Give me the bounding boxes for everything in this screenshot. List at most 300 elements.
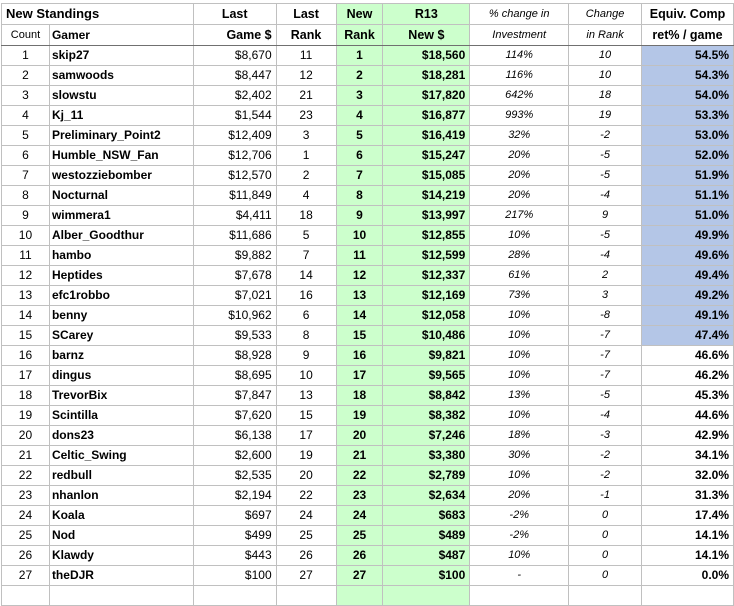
rank-change-cell[interactable]: -7: [569, 346, 642, 366]
count-cell[interactable]: 7: [2, 166, 50, 186]
rank-change-cell[interactable]: -2: [569, 446, 642, 466]
header-row-2: [2, 25, 734, 46]
count-cell[interactable]: 25: [2, 526, 50, 546]
new-value-cell[interactable]: $3,380: [383, 446, 470, 466]
count-cell[interactable]: 21: [2, 446, 50, 466]
equiv-cell[interactable]: 54.3%: [641, 66, 733, 86]
equiv-cell[interactable]: 32.0%: [641, 466, 733, 486]
new-rank-cell[interactable]: 4: [336, 106, 383, 126]
last-rank-cell[interactable]: 21: [276, 86, 336, 106]
rank-change-cell[interactable]: -1: [569, 486, 642, 506]
last-game-cell[interactable]: $10,962: [193, 306, 276, 326]
pct-change-cell[interactable]: 116%: [470, 66, 569, 86]
new-value-cell[interactable]: $18,281: [383, 66, 470, 86]
count-cell[interactable]: 17: [2, 366, 50, 386]
col-last-rank-header-1[interactable]: Last: [276, 4, 336, 25]
count-cell[interactable]: 4: [2, 106, 50, 126]
table-row: [2, 246, 734, 266]
gamer-cell[interactable]: Klawdy: [49, 546, 193, 566]
last-game-cell[interactable]: $9,533: [193, 326, 276, 346]
pct-change-cell[interactable]: 217%: [470, 206, 569, 226]
pct-change-cell[interactable]: 20%: [470, 146, 569, 166]
pct-change-cell[interactable]: 28%: [470, 246, 569, 266]
new-value-cell[interactable]: $10,486: [383, 326, 470, 346]
new-rank-cell[interactable]: 18: [336, 386, 383, 406]
new-value-cell[interactable]: $15,085: [383, 166, 470, 186]
gamer-cell[interactable]: Alber_Goodthur: [49, 226, 193, 246]
new-value-cell[interactable]: $2,634: [383, 486, 470, 506]
pct-change-cell[interactable]: 993%: [470, 106, 569, 126]
equiv-cell[interactable]: 31.3%: [641, 486, 733, 506]
empty-cell[interactable]: [336, 586, 383, 606]
rank-change-cell[interactable]: -5: [569, 386, 642, 406]
gamer-cell[interactable]: dingus: [49, 366, 193, 386]
last-rank-cell[interactable]: 18: [276, 206, 336, 226]
last-rank-cell[interactable]: 11: [276, 46, 336, 66]
equiv-cell[interactable]: 51.1%: [641, 186, 733, 206]
gamer-cell[interactable]: benny: [49, 306, 193, 326]
new-rank-cell[interactable]: 1: [336, 46, 383, 66]
equiv-cell[interactable]: 17.4%: [641, 506, 733, 526]
equiv-cell[interactable]: 46.6%: [641, 346, 733, 366]
gamer-cell[interactable]: Koala: [49, 506, 193, 526]
new-rank-cell[interactable]: 5: [336, 126, 383, 146]
last-rank-cell[interactable]: 22: [276, 486, 336, 506]
table-row: [2, 106, 734, 126]
new-value-cell[interactable]: $14,219: [383, 186, 470, 206]
table-row: [2, 166, 734, 186]
last-game-cell[interactable]: $8,670: [193, 46, 276, 66]
last-game-cell[interactable]: $4,411: [193, 206, 276, 226]
new-value-cell[interactable]: $9,565: [383, 366, 470, 386]
new-value-cell[interactable]: $683: [383, 506, 470, 526]
equiv-cell[interactable]: 45.3%: [641, 386, 733, 406]
last-rank-cell[interactable]: 20: [276, 466, 336, 486]
pct-change-cell[interactable]: 20%: [470, 166, 569, 186]
new-value-cell[interactable]: $12,337: [383, 266, 470, 286]
rank-change-cell[interactable]: 19: [569, 106, 642, 126]
pct-change-cell[interactable]: 10%: [470, 546, 569, 566]
empty-cell[interactable]: [569, 586, 642, 606]
last-rank-cell[interactable]: 15: [276, 406, 336, 426]
last-game-cell[interactable]: $2,535: [193, 466, 276, 486]
table-row: [2, 486, 734, 506]
last-game-cell[interactable]: $8,928: [193, 346, 276, 366]
gamer-cell[interactable]: wimmera1: [49, 206, 193, 226]
new-rank-cell[interactable]: 20: [336, 426, 383, 446]
table-row: [2, 326, 734, 346]
last-game-cell[interactable]: $697: [193, 506, 276, 526]
new-rank-cell[interactable]: 22: [336, 466, 383, 486]
gamer-cell[interactable]: SCarey: [49, 326, 193, 346]
equiv-cell[interactable]: 49.6%: [641, 246, 733, 266]
empty-cell[interactable]: [641, 586, 733, 606]
equiv-cell[interactable]: 44.6%: [641, 406, 733, 426]
table-row: [2, 346, 734, 366]
new-rank-cell[interactable]: 16: [336, 346, 383, 366]
new-rank-cell[interactable]: 17: [336, 366, 383, 386]
new-value-cell[interactable]: $8,382: [383, 406, 470, 426]
new-rank-cell[interactable]: 14: [336, 306, 383, 326]
new-value-cell[interactable]: $16,877: [383, 106, 470, 126]
equiv-cell[interactable]: 46.2%: [641, 366, 733, 386]
col-gamer-header[interactable]: Gamer: [49, 25, 193, 46]
equiv-cell[interactable]: 14.1%: [641, 546, 733, 566]
table-row: [2, 126, 734, 146]
last-rank-cell[interactable]: 24: [276, 506, 336, 526]
last-rank-cell[interactable]: 23: [276, 106, 336, 126]
table-row: [2, 466, 734, 486]
equiv-cell[interactable]: 47.4%: [641, 326, 733, 346]
last-rank-cell[interactable]: 26: [276, 546, 336, 566]
gamer-cell[interactable]: dons23: [49, 426, 193, 446]
pct-change-cell[interactable]: 10%: [470, 306, 569, 326]
gamer-cell[interactable]: Nocturnal: [49, 186, 193, 206]
new-value-cell[interactable]: $13,997: [383, 206, 470, 226]
empty-cell[interactable]: [276, 586, 336, 606]
pct-change-cell[interactable]: 13%: [470, 386, 569, 406]
gamer-cell[interactable]: Humble_NSW_Fan: [49, 146, 193, 166]
table-row: [2, 446, 734, 466]
gamer-cell[interactable]: slowstu: [49, 86, 193, 106]
last-rank-cell[interactable]: 17: [276, 426, 336, 446]
gamer-cell[interactable]: skip27: [49, 46, 193, 66]
empty-cell[interactable]: [470, 586, 569, 606]
new-rank-cell[interactable]: 7: [336, 166, 383, 186]
pct-change-cell[interactable]: 10%: [470, 346, 569, 366]
new-value-cell[interactable]: $12,169: [383, 286, 470, 306]
pct-change-cell[interactable]: 61%: [470, 266, 569, 286]
last-game-cell[interactable]: $8,695: [193, 366, 276, 386]
empty-cell[interactable]: [2, 586, 50, 606]
col-equiv-header-1[interactable]: Equiv. Comp: [641, 4, 733, 25]
last-game-cell[interactable]: $7,847: [193, 386, 276, 406]
table-row: [2, 306, 734, 326]
new-value-cell[interactable]: $18,560: [383, 46, 470, 66]
pct-change-cell[interactable]: 18%: [470, 426, 569, 446]
gamer-cell[interactable]: Kj_11: [49, 106, 193, 126]
last-game-cell[interactable]: $499: [193, 526, 276, 546]
table-row: [2, 546, 734, 566]
new-rank-cell[interactable]: 19: [336, 406, 383, 426]
last-rank-cell[interactable]: 1: [276, 146, 336, 166]
new-rank-cell[interactable]: 24: [336, 506, 383, 526]
table-title[interactable]: New Standings: [2, 4, 194, 25]
count-cell[interactable]: 5: [2, 126, 50, 146]
col-pct-header-1[interactable]: % change in: [470, 4, 569, 25]
new-rank-cell[interactable]: 3: [336, 86, 383, 106]
gamer-cell[interactable]: Nod: [49, 526, 193, 546]
pct-change-cell[interactable]: -: [470, 566, 569, 586]
table-row: [2, 426, 734, 446]
count-cell[interactable]: 8: [2, 186, 50, 206]
rank-change-cell[interactable]: -5: [569, 226, 642, 246]
rank-change-cell[interactable]: -5: [569, 146, 642, 166]
col-equiv-header-2[interactable]: ret% / game: [641, 25, 733, 46]
new-rank-cell[interactable]: 11: [336, 246, 383, 266]
new-value-cell[interactable]: $489: [383, 526, 470, 546]
table-row: [2, 206, 734, 226]
count-cell[interactable]: 12: [2, 266, 50, 286]
last-rank-cell[interactable]: 9: [276, 346, 336, 366]
new-value-cell[interactable]: $7,246: [383, 426, 470, 446]
last-game-cell[interactable]: $2,194: [193, 486, 276, 506]
col-r13-header[interactable]: R13: [383, 4, 470, 25]
equiv-cell[interactable]: 49.9%: [641, 226, 733, 246]
new-value-cell[interactable]: $9,821: [383, 346, 470, 366]
count-cell[interactable]: 10: [2, 226, 50, 246]
last-rank-cell[interactable]: 4: [276, 186, 336, 206]
new-value-cell[interactable]: $12,058: [383, 306, 470, 326]
pct-change-cell[interactable]: 73%: [470, 286, 569, 306]
new-rank-cell[interactable]: 25: [336, 526, 383, 546]
equiv-cell[interactable]: 14.1%: [641, 526, 733, 546]
col-count-header[interactable]: Count: [2, 25, 50, 46]
equiv-cell[interactable]: 54.0%: [641, 86, 733, 106]
last-game-cell[interactable]: $8,447: [193, 66, 276, 86]
new-rank-cell[interactable]: 13: [336, 286, 383, 306]
last-game-cell[interactable]: $2,600: [193, 446, 276, 466]
rank-change-cell[interactable]: -2: [569, 126, 642, 146]
new-rank-cell[interactable]: 9: [336, 206, 383, 226]
rank-change-cell[interactable]: -4: [569, 246, 642, 266]
table-row: [2, 266, 734, 286]
count-cell[interactable]: 11: [2, 246, 50, 266]
rank-change-cell[interactable]: -4: [569, 186, 642, 206]
gamer-cell[interactable]: nhanlon: [49, 486, 193, 506]
equiv-cell[interactable]: 49.2%: [641, 286, 733, 306]
rank-change-cell[interactable]: -7: [569, 366, 642, 386]
rank-change-cell[interactable]: -4: [569, 406, 642, 426]
gamer-cell[interactable]: TrevorBix: [49, 386, 193, 406]
equiv-cell[interactable]: 52.0%: [641, 146, 733, 166]
table-row: [2, 186, 734, 206]
new-rank-cell[interactable]: 15: [336, 326, 383, 346]
last-rank-cell[interactable]: 12: [276, 66, 336, 86]
new-value-cell[interactable]: $12,599: [383, 246, 470, 266]
pct-change-cell[interactable]: 10%: [470, 226, 569, 246]
pct-change-cell[interactable]: 10%: [470, 466, 569, 486]
col-new-value-header[interactable]: New $: [383, 25, 470, 46]
table-row: [2, 226, 734, 246]
count-cell[interactable]: 15: [2, 326, 50, 346]
equiv-cell[interactable]: 51.9%: [641, 166, 733, 186]
table-row: [2, 366, 734, 386]
count-cell[interactable]: 23: [2, 486, 50, 506]
last-rank-cell[interactable]: 25: [276, 526, 336, 546]
last-rank-cell[interactable]: 5: [276, 226, 336, 246]
last-rank-cell[interactable]: 2: [276, 166, 336, 186]
table-row: [2, 66, 734, 86]
table-row: [2, 566, 734, 586]
empty-row: [2, 586, 734, 606]
new-rank-cell[interactable]: 26: [336, 546, 383, 566]
count-cell[interactable]: 24: [2, 506, 50, 526]
rank-change-cell[interactable]: -5: [569, 166, 642, 186]
header-row-1: [2, 4, 734, 25]
last-game-cell[interactable]: $12,409: [193, 126, 276, 146]
last-game-cell[interactable]: $7,678: [193, 266, 276, 286]
gamer-cell[interactable]: barnz: [49, 346, 193, 366]
count-cell[interactable]: 9: [2, 206, 50, 226]
gamer-cell[interactable]: Celtic_Swing: [49, 446, 193, 466]
last-rank-cell[interactable]: 14: [276, 266, 336, 286]
last-game-cell[interactable]: $11,849: [193, 186, 276, 206]
equiv-cell[interactable]: 49.4%: [641, 266, 733, 286]
pct-change-cell[interactable]: 30%: [470, 446, 569, 466]
gamer-cell[interactable]: Heptides: [49, 266, 193, 286]
new-value-cell[interactable]: $100: [383, 566, 470, 586]
new-rank-cell[interactable]: 27: [336, 566, 383, 586]
last-rank-cell[interactable]: 10: [276, 366, 336, 386]
new-value-cell[interactable]: $8,842: [383, 386, 470, 406]
empty-cell[interactable]: [193, 586, 276, 606]
pct-change-cell[interactable]: 642%: [470, 86, 569, 106]
count-cell[interactable]: 19: [2, 406, 50, 426]
equiv-cell[interactable]: 49.1%: [641, 306, 733, 326]
gamer-cell[interactable]: westozziebomber: [49, 166, 193, 186]
gamer-cell[interactable]: Preliminary_Point2: [49, 126, 193, 146]
equiv-cell[interactable]: 42.9%: [641, 426, 733, 446]
col-new-rank-header-1[interactable]: New: [336, 4, 383, 25]
count-cell[interactable]: 13: [2, 286, 50, 306]
pct-change-cell[interactable]: -2%: [470, 506, 569, 526]
new-rank-cell[interactable]: 6: [336, 146, 383, 166]
new-value-cell[interactable]: $487: [383, 546, 470, 566]
col-pct-header-2[interactable]: Investment: [470, 25, 569, 46]
count-cell[interactable]: 20: [2, 426, 50, 446]
last-game-cell[interactable]: $7,620: [193, 406, 276, 426]
equiv-cell[interactable]: 34.1%: [641, 446, 733, 466]
last-game-cell[interactable]: $100: [193, 566, 276, 586]
last-game-cell[interactable]: $12,570: [193, 166, 276, 186]
count-cell[interactable]: 1: [2, 46, 50, 66]
pct-change-cell[interactable]: 20%: [470, 186, 569, 206]
count-cell[interactable]: 18: [2, 386, 50, 406]
new-value-cell[interactable]: $2,789: [383, 466, 470, 486]
count-cell[interactable]: 14: [2, 306, 50, 326]
pct-change-cell[interactable]: 114%: [470, 46, 569, 66]
new-rank-cell[interactable]: 21: [336, 446, 383, 466]
rank-change-cell[interactable]: -8: [569, 306, 642, 326]
new-value-cell[interactable]: $12,855: [383, 226, 470, 246]
pct-change-cell[interactable]: 32%: [470, 126, 569, 146]
table-row: [2, 406, 734, 426]
last-rank-cell[interactable]: 27: [276, 566, 336, 586]
empty-cell[interactable]: [383, 586, 470, 606]
new-value-cell[interactable]: $17,820: [383, 86, 470, 106]
count-cell[interactable]: 22: [2, 466, 50, 486]
rank-change-cell[interactable]: 18: [569, 86, 642, 106]
col-chg-header-1[interactable]: Change: [569, 4, 642, 25]
table-row: [2, 506, 734, 526]
rank-change-cell[interactable]: 10: [569, 66, 642, 86]
empty-cell[interactable]: [49, 586, 193, 606]
count-cell[interactable]: 2: [2, 66, 50, 86]
last-game-cell[interactable]: $1,544: [193, 106, 276, 126]
rank-change-cell[interactable]: -3: [569, 426, 642, 446]
new-rank-cell[interactable]: 10: [336, 226, 383, 246]
rank-change-cell[interactable]: 0: [569, 506, 642, 526]
pct-change-cell[interactable]: 10%: [470, 406, 569, 426]
count-cell[interactable]: 27: [2, 566, 50, 586]
pct-change-cell[interactable]: -2%: [470, 526, 569, 546]
table-row: [2, 146, 734, 166]
last-rank-cell[interactable]: 8: [276, 326, 336, 346]
new-value-cell[interactable]: $15,247: [383, 146, 470, 166]
gamer-cell[interactable]: efc1robbo: [49, 286, 193, 306]
pct-change-cell[interactable]: 10%: [470, 366, 569, 386]
count-cell[interactable]: 6: [2, 146, 50, 166]
col-last-game-header-2[interactable]: Game $: [193, 25, 276, 46]
equiv-cell[interactable]: 53.3%: [641, 106, 733, 126]
last-game-cell[interactable]: $7,021: [193, 286, 276, 306]
new-rank-cell[interactable]: 12: [336, 266, 383, 286]
gamer-cell[interactable]: theDJR: [49, 566, 193, 586]
count-cell[interactable]: 3: [2, 86, 50, 106]
rank-change-cell[interactable]: 3: [569, 286, 642, 306]
last-game-cell[interactable]: $443: [193, 546, 276, 566]
rank-change-cell[interactable]: 0: [569, 546, 642, 566]
last-rank-cell[interactable]: 7: [276, 246, 336, 266]
standings-table: [1, 3, 734, 606]
rank-change-cell[interactable]: 10: [569, 46, 642, 66]
rank-change-cell[interactable]: -2: [569, 466, 642, 486]
equiv-cell[interactable]: 0.0%: [641, 566, 733, 586]
rank-change-cell[interactable]: -7: [569, 326, 642, 346]
last-rank-cell[interactable]: 3: [276, 126, 336, 146]
last-game-cell[interactable]: $2,402: [193, 86, 276, 106]
count-cell[interactable]: 16: [2, 346, 50, 366]
new-rank-cell[interactable]: 8: [336, 186, 383, 206]
rank-change-cell[interactable]: 0: [569, 566, 642, 586]
col-new-rank-header-2[interactable]: Rank: [336, 25, 383, 46]
rank-change-cell[interactable]: 9: [569, 206, 642, 226]
gamer-cell[interactable]: samwoods: [49, 66, 193, 86]
col-chg-header-2[interactable]: in Rank: [569, 25, 642, 46]
last-rank-cell[interactable]: 6: [276, 306, 336, 326]
last-game-cell[interactable]: $9,882: [193, 246, 276, 266]
equiv-cell[interactable]: 54.5%: [641, 46, 733, 66]
new-rank-cell[interactable]: 2: [336, 66, 383, 86]
last-game-cell[interactable]: $6,138: [193, 426, 276, 446]
table-row: [2, 386, 734, 406]
gamer-cell[interactable]: hambo: [49, 246, 193, 266]
table-row: [2, 526, 734, 546]
gamer-cell[interactable]: Scintilla: [49, 406, 193, 426]
last-rank-cell[interactable]: 16: [276, 286, 336, 306]
equiv-cell[interactable]: 53.0%: [641, 126, 733, 146]
last-game-cell[interactable]: $11,686: [193, 226, 276, 246]
pct-change-cell[interactable]: 10%: [470, 326, 569, 346]
new-rank-cell[interactable]: 23: [336, 486, 383, 506]
col-last-rank-header-2[interactable]: Rank: [276, 25, 336, 46]
equiv-cell[interactable]: 51.0%: [641, 206, 733, 226]
new-value-cell[interactable]: $16,419: [383, 126, 470, 146]
last-game-cell[interactable]: $12,706: [193, 146, 276, 166]
table-row: [2, 86, 734, 106]
table-row: [2, 46, 734, 66]
col-last-game-header-1[interactable]: Last: [193, 4, 276, 25]
pct-change-cell[interactable]: 20%: [470, 486, 569, 506]
rank-change-cell[interactable]: 0: [569, 526, 642, 546]
gamer-cell[interactable]: redbull: [49, 466, 193, 486]
last-rank-cell[interactable]: 19: [276, 446, 336, 466]
table-row: [2, 286, 734, 306]
last-rank-cell[interactable]: 13: [276, 386, 336, 406]
count-cell[interactable]: 26: [2, 546, 50, 566]
rank-change-cell[interactable]: 2: [569, 266, 642, 286]
